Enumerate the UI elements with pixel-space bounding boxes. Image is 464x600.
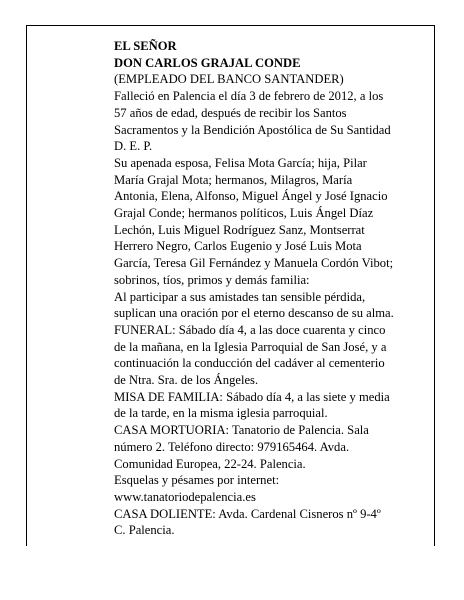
notice-line: www.tanatoriodepalencia.es	[114, 489, 256, 504]
notice-line: MISA DE FAMILIA: Sábado día 4, a las siete y media	[114, 389, 390, 404]
notice-line: D. E. P.	[114, 139, 153, 154]
notice-line: CASA MORTUORIA: Tanatorio de Palencia. Sala	[114, 423, 369, 438]
notice-line: de la tarde, en la misma iglesia parroquial.	[114, 406, 328, 421]
notice-line: Grajal Conde; hermanos políticos, Luis Ángel Díaz	[114, 206, 374, 221]
notice-line: Herrero Negro, Carlos Eugenio y José Luis Mota	[114, 239, 362, 254]
notice-line: de la mañana, en la Iglesia Parroquial de San José, y a	[114, 339, 387, 354]
obituary-notice	[114, 38, 424, 539]
notice-line: suplican una oración por el eterno descanso de su alma.	[114, 306, 394, 321]
notice-line: Falleció en Palencia el día 3 de febrero de 2012, a los	[114, 89, 384, 104]
notice-line: Lechón, Luis Miguel Rodríguez Sanz, Montserrat	[114, 222, 365, 237]
notice-line: María Grajal Mota; hermanos, Milagros, María	[114, 172, 353, 187]
notice-line: Esquelas y pésames por internet:	[114, 473, 280, 488]
notice-line: 57 años de edad, después de recibir los Santos	[114, 105, 347, 120]
notice-line: Su apenada esposa, Felisa Mota García; hija, Pilar	[114, 155, 367, 170]
notice-line: Antonia, Elena, Alfonso, Miguel Ángel y José Ignacio	[114, 189, 388, 204]
notice-line: de Ntra. Sra. de los Ángeles.	[114, 373, 259, 388]
deceased-name: DON CARLOS GRAJAL CONDE	[114, 55, 301, 70]
notice-line: número 2. Teléfono directo: 979165464. Avda.	[114, 439, 350, 454]
notice-line: (EMPLEADO DEL BANCO SANTANDER)	[114, 72, 344, 87]
notice-line: Al participar a sus amistades tan sensible pérdida,	[114, 289, 366, 304]
notice-line: García, Teresa Gil Fernández y Manuela Cordón Vibot;	[114, 256, 394, 271]
notice-line: FUNERAL: Sábado día 4, a las doce cuarenta y cinco	[114, 322, 386, 337]
notice-line: Sacramentos y la Bendición Apostólica de Su Santidad	[114, 122, 391, 137]
notice-line: Comunidad Europea, 22-24. Palencia.	[114, 456, 306, 471]
notice-line: CASA DOLIENTE: Avda. Cardenal Cisneros nº 9-4º	[114, 506, 381, 521]
notice-line: C. Palencia.	[114, 523, 175, 538]
notice-line: sobrinos, tíos, primos y demás familia:	[114, 272, 310, 287]
notice-title: EL SEÑOR	[114, 39, 177, 53]
notice-line: continuación la conducción del cadáver al cementerio	[114, 356, 385, 371]
